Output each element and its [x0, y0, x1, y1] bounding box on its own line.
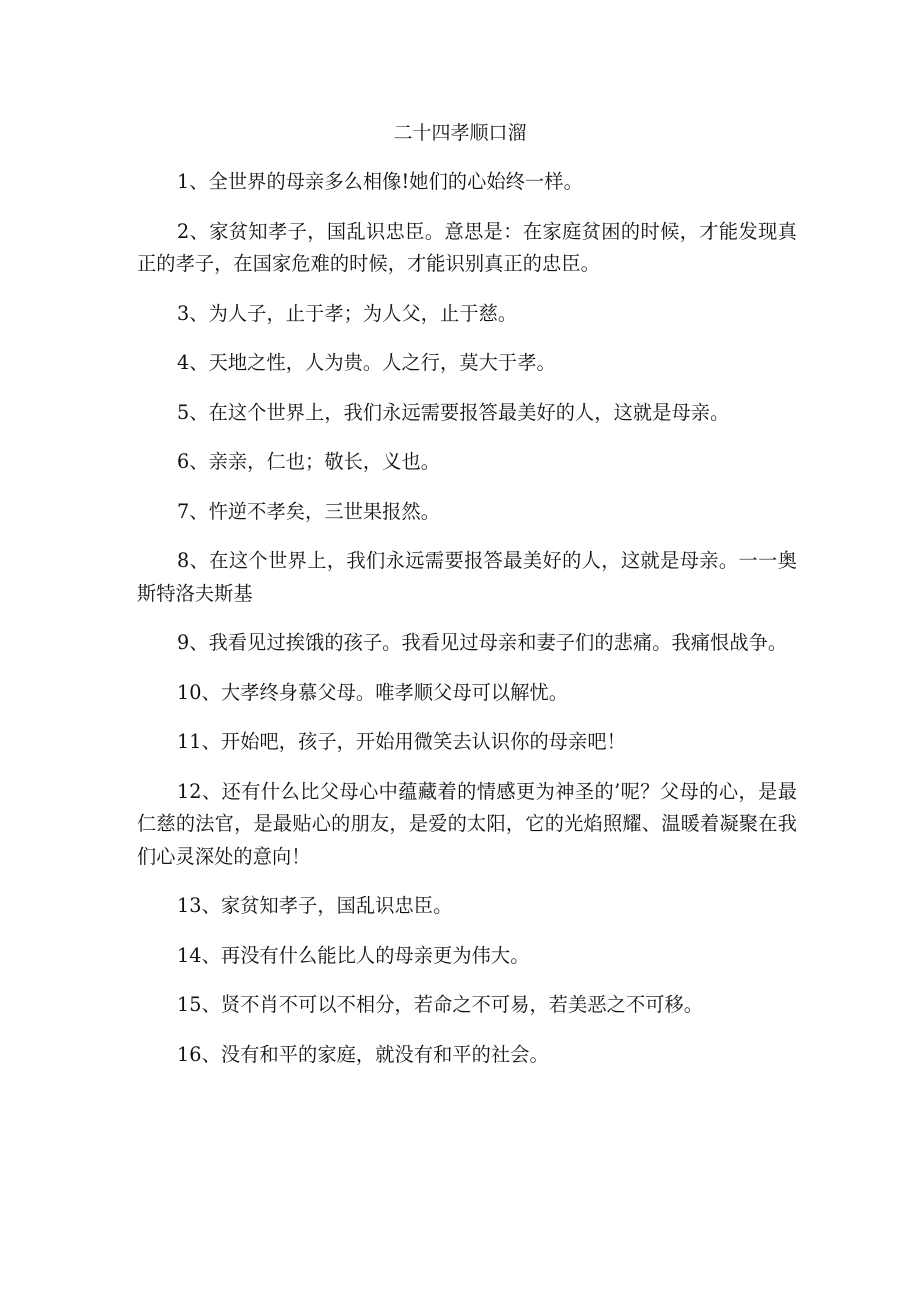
paragraph-7: 7、忤逆不孝矣，三世果报然。 — [177, 499, 441, 523]
paragraph-11: 11、开始吧，孩子，开始用微笑去认识你的母亲吧！ — [177, 730, 626, 753]
paragraph-3: 3、为人子，止于孝；为人父，止于慈。 — [177, 301, 518, 325]
paragraph-6: 6、亲亲，仁也；敬长，义也。 — [177, 450, 441, 473]
paragraph-1: 1、全世界的母亲多么相像!她们的心始终一样。 — [177, 170, 583, 193]
paragraph-12: 12、还有什么比父母心中蕴藏着的情感更为神圣的’呢？父母的心，是最仁慈的法官，是最贴心的朋友，是爱的太阳，它的光焰照耀、温暖着凝聚在我们心灵深处的意向！ — [137, 779, 797, 868]
paragraph-4: 4、天地之性，人为贵。人之行，莫大于孝。 — [177, 351, 556, 374]
document-title: 二十四孝顺口溜 — [393, 122, 527, 144]
paragraph-16: 16、没有和平的家庭，就没有和平的社会。 — [177, 1042, 549, 1066]
paragraph-14: 14、再没有什么能比人的母亲更为伟大。 — [177, 943, 530, 967]
paragraph-13: 13、家贫知孝子，国乱识忠臣。 — [177, 894, 453, 917]
paragraph-9: 9、我看见过挨饿的孩子。我看见过母亲和妻子们的悲痛。我痛恨战争。 — [177, 631, 788, 654]
document-body — [137, 166, 797, 1088]
paragraph-15: 15、贤不肖不可以不相分，若命之不可易，若美恶之不可移。 — [177, 993, 704, 1016]
paragraph-5: 5、在这个世界上，我们永远需要报答最美好的人，这就是母亲。 — [177, 400, 730, 424]
paragraph-8: 8、在这个世界上，我们永远需要报答最美好的人，这就是母亲。一一奥斯特洛夫斯基 — [137, 549, 797, 605]
paragraph-10: 10、大孝终身慕父母。唯孝顺父母可以解忧。 — [177, 680, 569, 704]
paragraph-2: 2、家贫知孝子，国乱识忠臣。意思是：在家庭贫困的时候，才能发现真正的孝子，在国家危难的时候，才能识别真正的忠臣。 — [137, 219, 797, 275]
